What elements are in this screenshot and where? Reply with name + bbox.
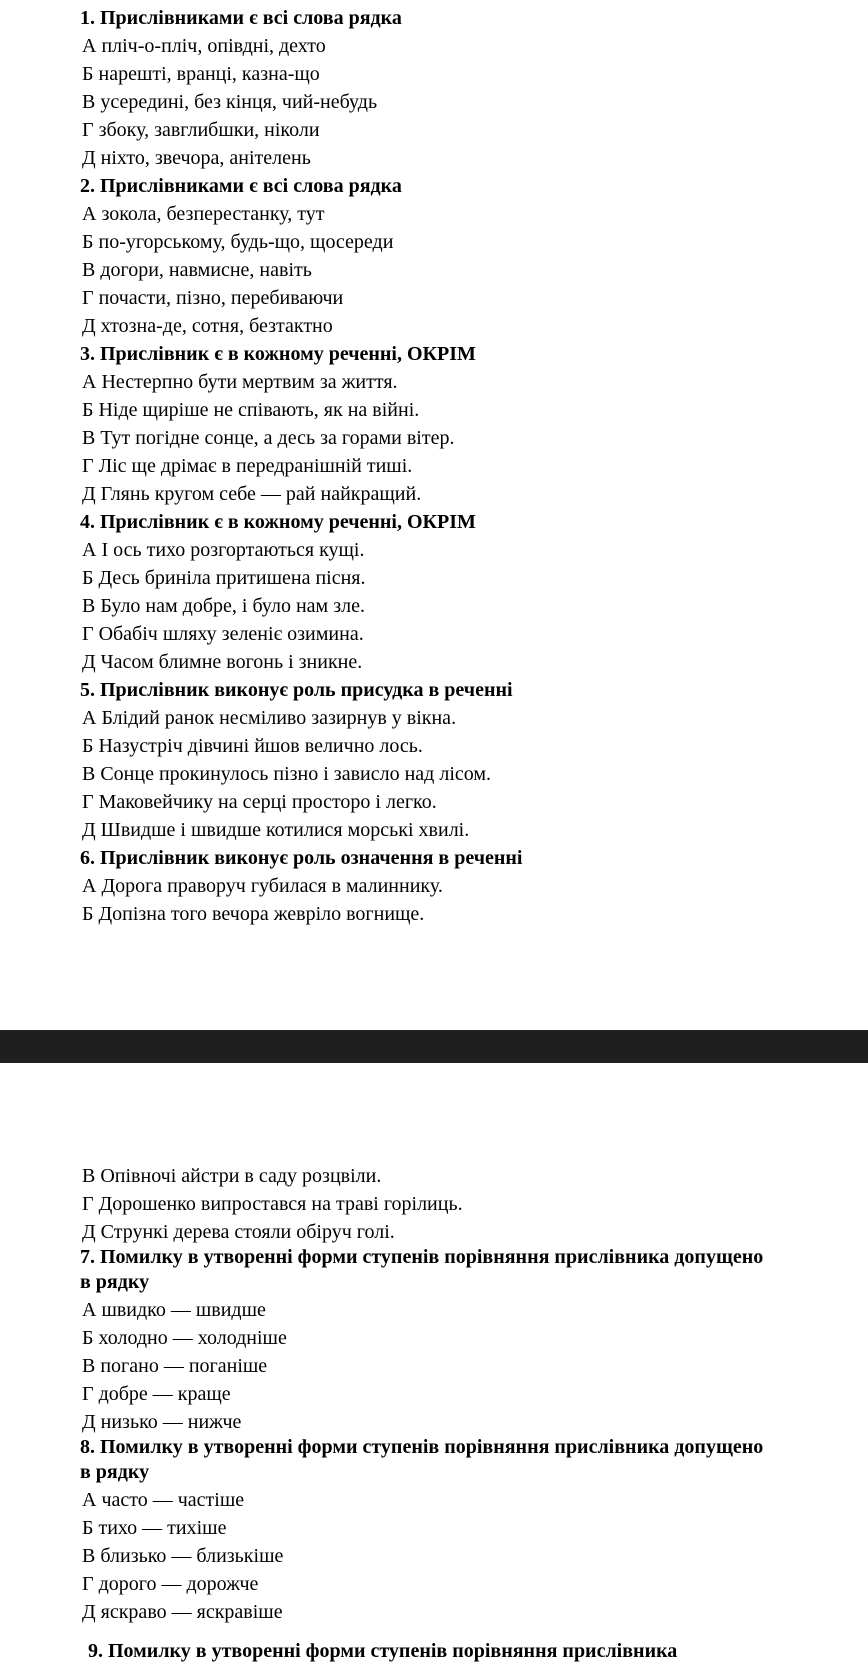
cut-off-line (88, 1638, 868, 1662)
question-text: 3. Прислівник є в кожному реченні, ОКРІМ (80, 343, 476, 365)
answer-option: Д яскраво — яскравіше (82, 1601, 283, 1623)
document-page-bottom (0, 1063, 868, 1649)
answer-option: Д низько — нижче (82, 1411, 242, 1433)
answer-option: В Опівночі айстри в саду розцвіли. (82, 1165, 382, 1187)
answer-option: Г почасти, пізно, перебиваючи (82, 287, 344, 309)
question-text: в рядку (80, 1461, 150, 1483)
question-text: 5. Прислівник виконує роль присудка в реченні (80, 679, 513, 701)
answer-option: Б по-угорському, будь-що, щосереди (82, 231, 394, 253)
answer-option: А Дорога праворуч губилася в малиннику. (82, 875, 443, 897)
answer-option: Г Маковейчику на серці просторо і легко. (82, 791, 437, 813)
answer-option: А швидко — швидше (82, 1299, 266, 1321)
answer-option: А І ось тихо розгортаються кущі. (82, 539, 365, 561)
answer-option: А Блідий ранок несміливо зазирнув у вікна. (82, 707, 457, 729)
answer-option: А зокола, безперестанку, тут (82, 203, 325, 225)
answer-option: Б тихо — тихіше (82, 1517, 227, 1539)
answer-option: В Було нам добре, і було нам зле. (82, 595, 365, 617)
question-text: 8. Помилку в утворенні форми ступенів порівняння прислівника допущено (80, 1436, 764, 1458)
answer-option: Б Десь бриніла притишена пісня. (82, 567, 366, 589)
answer-option: Г дорого — дорожче (82, 1573, 259, 1595)
answer-option: Б Допізна того вечора жевріло вогнище. (82, 903, 425, 925)
answer-option: В погано — поганіше (82, 1355, 268, 1377)
answer-option: Д Швидше і швидше котилися морські хвилі. (82, 819, 470, 841)
question-list-bottom (80, 1162, 763, 1626)
answer-option: Г Ліс ще дрімає в передранішній тиші. (82, 455, 413, 477)
answer-option: В Сонце прокинулось пізно і зависло над лісом. (82, 763, 492, 785)
answer-option: А Нестерпно бути мертвим за життя. (82, 371, 398, 393)
cut-off-question-text: 9. Помилку в утворенні форми ступенів порівняння прислівника (88, 1640, 678, 1662)
question-text: 7. Помилку в утворенні форми ступенів порівняння прислівника допущено (80, 1246, 764, 1268)
answer-option: Г Дорошенко випростався на траві горілиць. (82, 1193, 463, 1215)
question-text: 2. Прислівниками є всі слова рядка (80, 175, 402, 197)
question-text: 4. Прислівник є в кожному реченні, ОКРІМ (80, 511, 476, 533)
answer-option: Д Глянь кругом себе — рай найкращий. (82, 483, 422, 505)
answer-option: Д Стрункі дерева стояли обіруч голі. (82, 1221, 395, 1243)
answer-option: В Тут погідне сонце, а десь за горами вітер. (82, 427, 455, 449)
question-text: 1. Прислівниками є всі слова рядка (80, 7, 402, 29)
answer-option: Б Ніде щиріше не співають, як на війні. (82, 399, 420, 421)
question-text: 6. Прислівник виконує роль означення в реченні (80, 847, 523, 869)
page-divider-bar (0, 1030, 868, 1063)
answer-option: Б нарешті, вранці, казна-що (82, 63, 320, 85)
question-list-top (80, 4, 522, 928)
answer-option: Г збоку, завглибшки, ніколи (82, 119, 320, 141)
answer-option: Б холодно — холодніше (82, 1327, 287, 1349)
answer-option: Б Назустріч дівчині йшов велично лось. (82, 735, 423, 757)
answer-option: Д ніхто, звечора, анітелень (82, 147, 311, 169)
answer-option: В усередині, без кінця, чий-небудь (82, 91, 378, 113)
answer-option: А пліч-о-пліч, опівдні, дехто (82, 35, 326, 57)
answer-option: Г Обабіч шляху зеленіє озимина. (82, 623, 364, 645)
answer-option: А часто — частіше (82, 1489, 245, 1511)
answer-option: Г добре — краще (82, 1383, 231, 1405)
answer-option: Д хтозна-де, сотня, безтактно (82, 315, 333, 337)
answer-option: В близько — близькіше (82, 1545, 284, 1567)
answer-option: В догори, навмисне, навіть (82, 259, 312, 281)
answer-option: Д Часом блимне вогонь і зникне. (82, 651, 363, 673)
question-text: в рядку (80, 1271, 150, 1293)
